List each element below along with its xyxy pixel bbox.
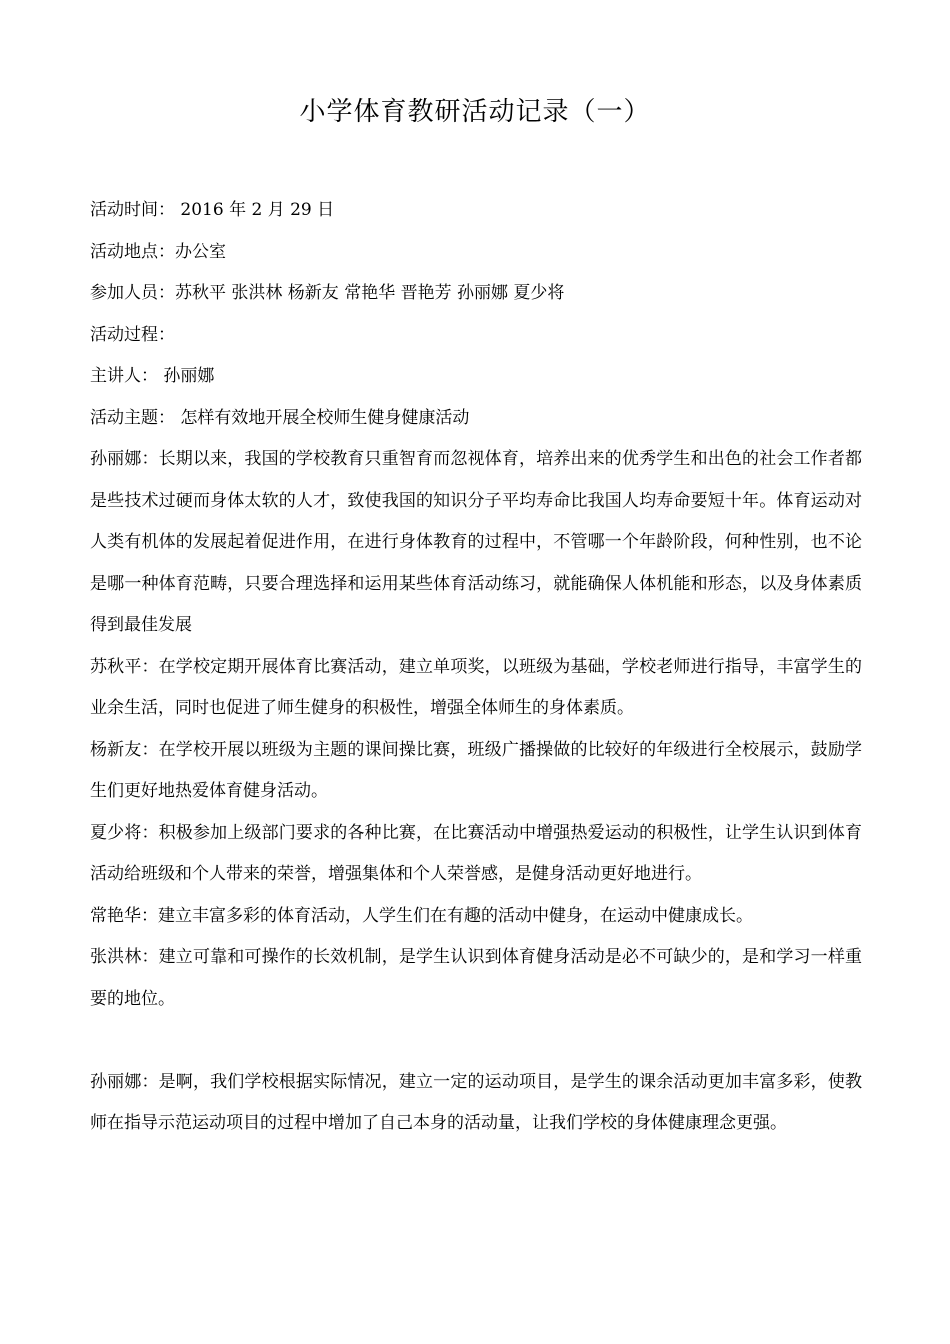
speaker: 主讲人： 孙丽娜 (90, 366, 215, 386)
document-title: 小学体育教研活动记录（一） (299, 97, 651, 127)
document-body (90, 190, 862, 1145)
paragraph-yang-xinyou: 杨新友：在学校开展以班级为主题的课间操比赛，班级广播操做的比较好的年级进行全校展示，鼓励学生们更好地热爱体育健身活动。 (90, 739, 862, 801)
activity-time: 活动时间： 2016 年 2 月 29 日 (90, 200, 335, 220)
paragraph-sun-lina-1: 孙丽娜：长期以来，我国的学校教育只重智育而忽视体育，培养出来的优秀学生和出色的社会工作者都是些技术过硬而身体太软的人才，致使我国的知识分子平均寿命比我国人均寿命要短十年。体育运动对人类有机体的发展起着促进作用，在进行身体教育的过程中，不管哪一个年龄阶段，何种性别，也不论是哪一种体育范畴，只要合理选择和运用某些体育活动练习，就能确保人体机能和形态，以及身体素质得到最佳发展 (90, 449, 862, 635)
paragraph-zhang-honglin: 张洪林：建立可靠和可操作的长效机制，是学生认识到体育健身活动是必不可缺少的，是和学习一样重要的地位。 (90, 947, 862, 1009)
blank-line (90, 1020, 862, 1062)
paragraph-xia-shaojiang: 夏少将：积极参加上级部门要求的各种比赛，在比赛活动中增强热爱运动的积极性，让学生认识到体育活动给班级和个人带来的荣誉，增强集体和个人荣誉感，是健身活动更好地进行。 (90, 822, 862, 884)
process-label: 活动过程： (90, 324, 175, 345)
participants: 参加人员：苏秋平 张洪林 杨新友 常艳华 晋艳芳 孙丽娜 夏少将 (90, 283, 565, 303)
paragraph-sun-lina-2: 孙丽娜：是啊，我们学校根据实际情况，建立一定的运动项目，是学生的课余活动更加丰富多彩，使教师在指导示范运动项目的过程中增加了自己本身的活动量，让我们学校的身体健康理念更强。 (90, 1071, 862, 1133)
paragraph-su-qiuping: 苏秋平：在学校定期开展体育比赛活动，建立单项奖，以班级为基础，学校老师进行指导，丰富学生的业余生活，同时也促进了师生健身的积极性，增强全体师生的身体素质。 (90, 656, 862, 718)
paragraph-chang-yanhua: 常艳华：建立丰富多彩的体育活动，人学生们在有趣的活动中健身，在运动中健康成长。 (90, 905, 753, 926)
activity-theme: 活动主题： 怎样有效地开展全校师生健身健康活动 (90, 407, 470, 428)
activity-place: 活动地点：办公室 (90, 241, 226, 262)
